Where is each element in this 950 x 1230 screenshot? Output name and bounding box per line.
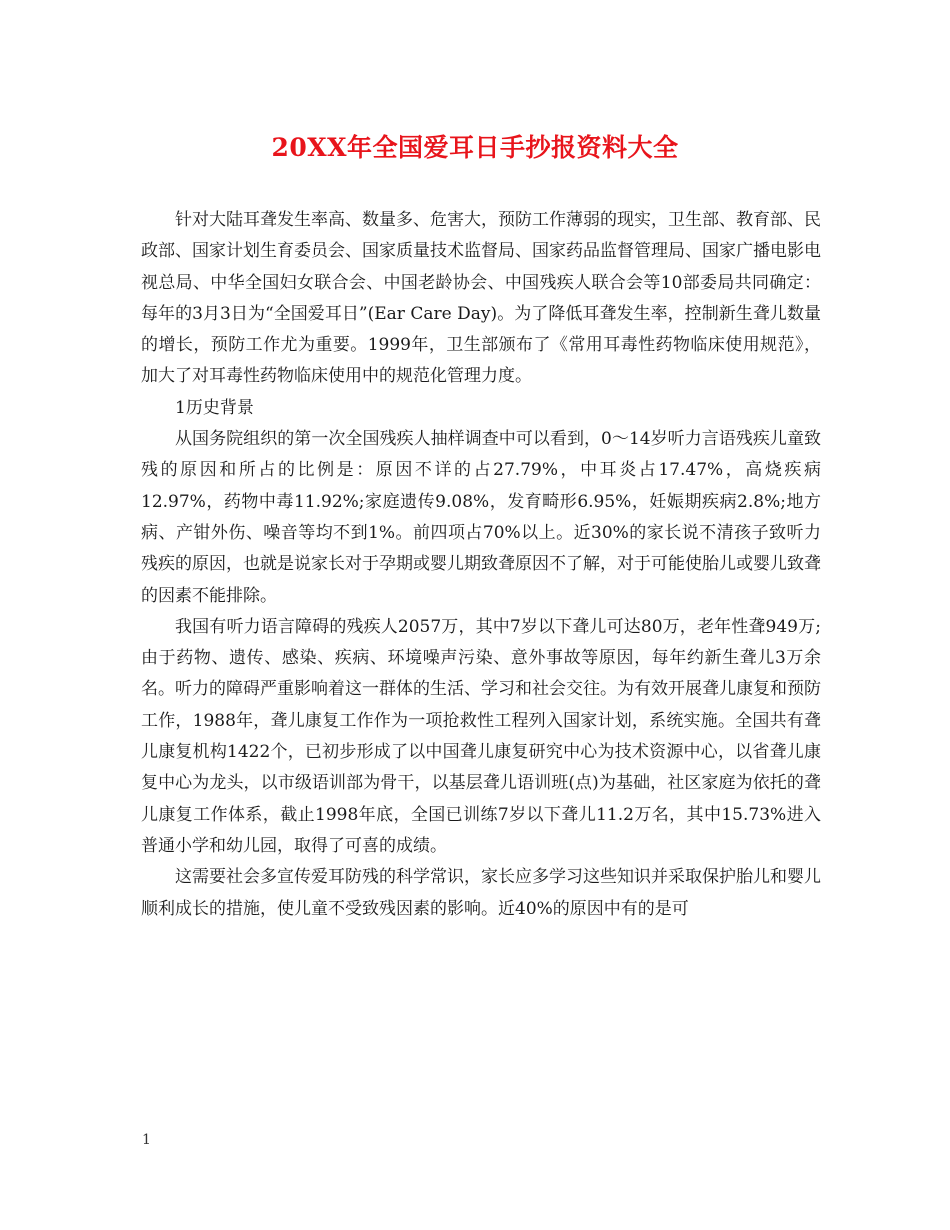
statistics-paragraph: 我国有听力语言障碍的残疾人2057万，其中7岁以下聋儿可达80万，老年性聋949万;由于药物、遗传、感染、疾病、环境噪声污染、意外事故等原因，每年约新生聋儿3万余名。听力的障碍严重影响着这一群体的生活、学习和社会交往。为有效开展聋儿康复和预防工作，1988年，聋儿康复工作作为一项抢救性工程列入国家计划，系统实施。全国共有聋儿康复机构1422个，已初步形成了以中国聋儿康复研究中心为技术资源中心，以省聋儿康复中心为龙头，以市级语训部为骨干，以基层聋儿语训班(点)为基础，社区家庭为依托的聋儿康复工作体系，截止1998年底，全国已训练7岁以下聋儿11.2万名，其中15.73%进入普通小学和幼儿园，取得了可喜的成绩。	[141, 616, 821, 856]
section-heading-history: 1历史背景	[175, 397, 254, 418]
intro-paragraph: 针对大陆耳聋发生率高、数量多、危害大，预防工作薄弱的现实，卫生部、教育部、民政部、国家计划生育委员会、国家质量技术监督局、国家药品监督管理局、国家广播电影电视总局、中华全国妇女联合会、中国老龄协会、中国残疾人联合会等10部委局共同确定：每年的3月3日为“全国爱耳日”(Ear Care Day)。为了降低耳聋发生率，控制新生聋儿数量的增长，预防工作尤为重要。1999年，卫生部颁布了《常用耳毒性药物临床使用规范》，加大了对耳毒性药物临床使用中的规范化管理力度。	[141, 210, 821, 387]
document-body	[141, 205, 821, 925]
document-title: 20XX年全国爱耳日手抄报资料大全	[271, 133, 679, 162]
prevention-paragraph: 这需要社会多宣传爱耳防残的科学常识，家长应多学习这些知识并采取保护胎儿和婴儿顺利成长的措施，使儿童不受致残因素的影响。近40%的原因中有的是可	[141, 867, 821, 919]
page-number: 1	[142, 1132, 151, 1148]
survey-paragraph: 从国务院组织的第一次全国残疾人抽样调查中可以看到，0～14岁听力言语残疾儿童致残的原因和所占的比例是：原因不详的占27.79%，中耳炎占17.47%，高烧疾病12.97%，药物中毒11.92%;家庭遗传9.08%，发育畸形6.95%，妊娠期疾病2.8%;地方病、产钳外伤、噪音等均不到1%。前四项占70%以上。近30%的家长说不清孩子致听力残疾的原因，也就是说家长对于孕期或婴儿期致聋原因不了解，对于可能使胎儿或婴儿致聋的因素不能排除。	[141, 429, 821, 606]
